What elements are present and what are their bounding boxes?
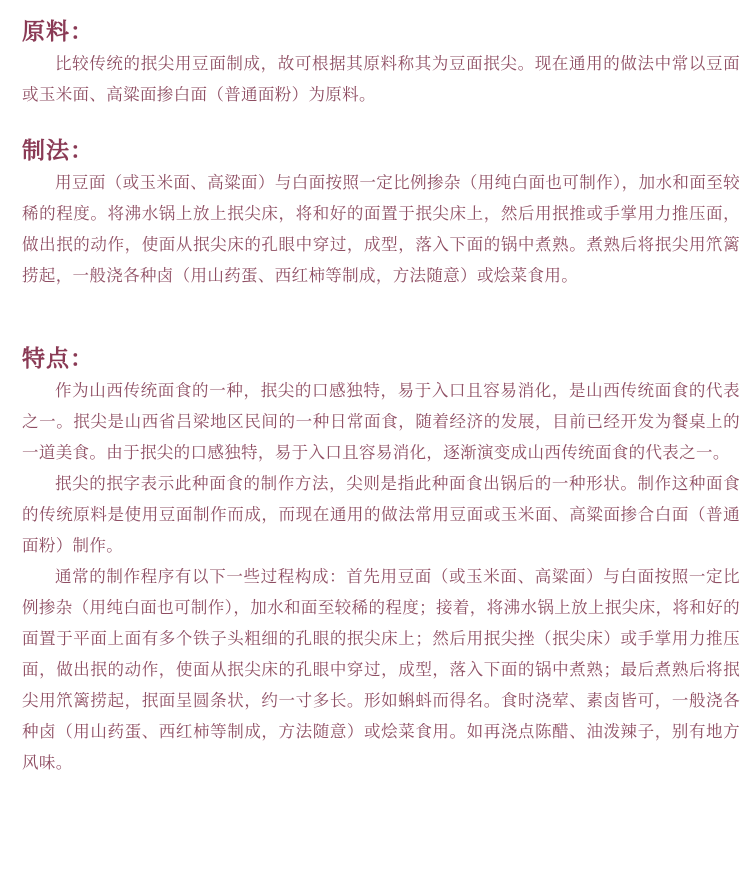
heading-features: 特点： xyxy=(22,346,94,372)
paragraph-features-3: 通常的制作程序有以下一些过程构成：首先用豆面（或玉米面、高粱面）与白面按照一定比例掺杂（用纯白面也可制作），加水和面至较稀的程度；接着，将沸水锅上放上抿尖床，将和好的面置于平面上面有多个铁子头粗细的孔眼的抿尖床上；然后用抿尖挫（抿尖床）或手掌用力推压面，做出抿的动作，使面从抿尖床的孔眼中穿过，成型，落入下面的锅中煮熟；最后煮熟后将抿尖用笊篱捞起，抿面呈圆条状，约一寸多长。形如蝌蚪而得名。食时浇荤、素卤皆可，一般浇各种卤（用山药蛋、西红柿等制成，方法随意）或烩菜食用。如再浇点陈醋、油泼辣子，别有地方风味。 xyxy=(22,567,740,772)
paragraph-materials: 比较传统的抿尖用豆面制成，故可根据其原料称其为豆面抿尖。现在通用的做法中常以豆面或玉米面、高粱面掺白面（普通面粉）为原料。 xyxy=(22,54,740,104)
section-method xyxy=(22,137,740,291)
section-features xyxy=(22,345,740,778)
heading-materials: 原料： xyxy=(22,19,94,45)
paragraph-features-1: 作为山西传统面食的一种，抿尖的口感独特，易于入口且容易消化，是山西传统面食的代表之一。抿尖是山西省吕梁地区民间的一种日常面食，随着经济的发展，目前已经开发为餐桌上的一道美食。由于抿尖的口感独特，易于入口且容易消化，逐渐演变成山西传统面食的代表之一。 xyxy=(22,381,740,462)
paragraph-method: 用豆面（或玉米面、高粱面）与白面按照一定比例掺杂（用纯白面也可制作），加水和面至较稀的程度。将沸水锅上放上抿尖床，将和好的面置于抿尖床上，然后用抿推或手掌用力推压面，做出抿的动作，使面从抿尖床的孔眼中穿过，成型，落入下面的锅中煮熟。煮熟后将抿尖用笊篱捞起，一般浇各种卤（用山药蛋、西红柿等制成，方法随意）或烩菜食用。 xyxy=(22,173,740,285)
heading-method: 制法： xyxy=(22,138,94,164)
paragraph-features-2: 抿尖的抿字表示此种面食的制作方法，尖则是指此种面食出锅后的一种形状。制作这种面食的传统原料是使用豆面制作而成，而现在通用的做法常用豆面或玉米面、高粱面掺合白面（普通面粉）制作。 xyxy=(22,474,740,555)
section-materials xyxy=(22,18,740,110)
